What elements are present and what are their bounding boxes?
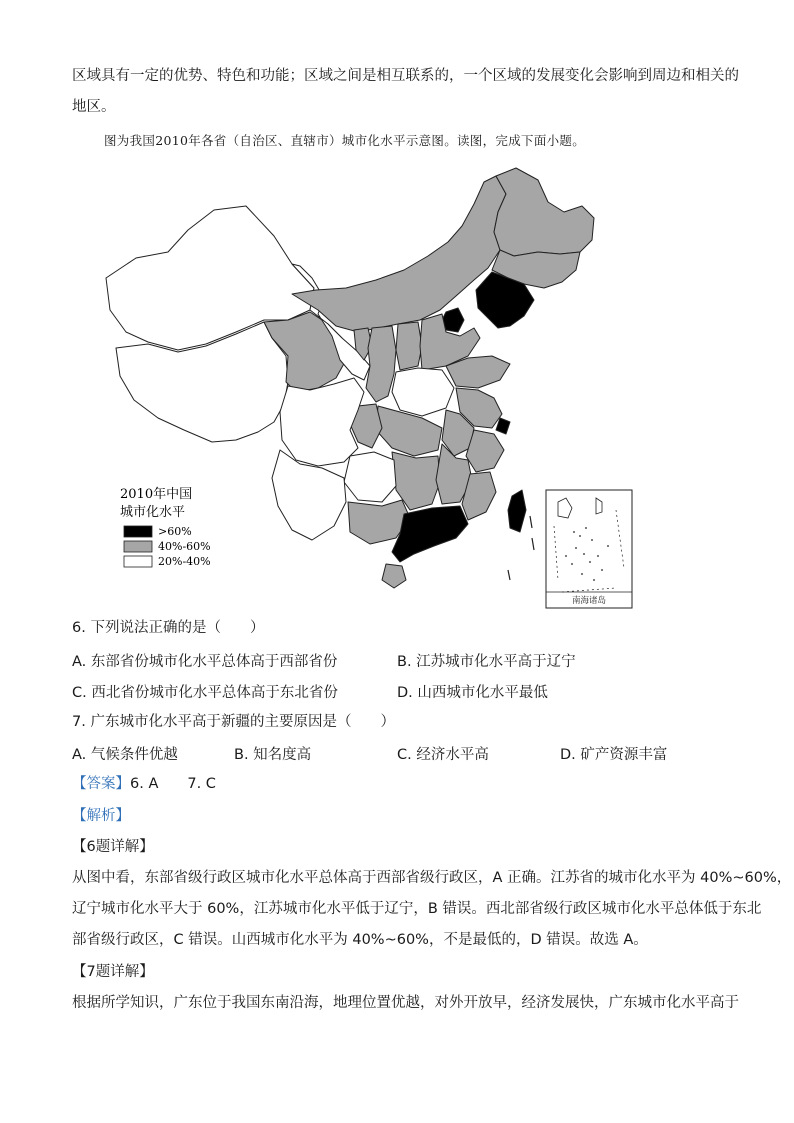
q7-option-d: D. 矿产资源丰富	[560, 747, 668, 763]
detail7-heading: 【7题详解】	[72, 964, 154, 980]
region-zhejiang	[466, 430, 504, 472]
region-hainan	[382, 564, 406, 588]
legend-swatch-high	[124, 526, 152, 537]
figure-caption: 图为我国2010年各省（自治区、直辖市）城市化水平示意图。读图，完成下面小题。	[104, 133, 586, 148]
q6-option-c: C. 西北省份城市化水平总体高于东北省份	[72, 685, 338, 701]
region-sichuan	[280, 378, 364, 466]
legend-label-mid: 40%-60%	[158, 540, 211, 553]
analysis-label: 【解析】	[72, 808, 130, 824]
region-hubei	[376, 406, 442, 456]
legend-swatch-low	[124, 556, 152, 567]
q6-stem: 6. 下列说法正确的是（ ）	[72, 620, 265, 636]
china-urbanization-map	[96, 160, 636, 612]
answer-row	[72, 774, 216, 794]
legend-label-high: >60%	[158, 525, 192, 538]
detail6-line-3: 部省级行政区，C 错误。山西城市化水平为 40%~60%，不是最低的，D 错误。故选 A。	[72, 932, 648, 948]
region-shanxi	[396, 322, 422, 370]
region-taiwan	[508, 490, 526, 532]
legend-title-line-1: 2010年中国	[120, 487, 193, 502]
detail6-line-2: 辽宁城市化水平大于 60%，江苏城市化水平低于辽宁，B 错误。西北部省级行政区城市化水平总体低于东北	[72, 901, 762, 917]
legend-title-line-2: 城市化水平	[120, 505, 186, 520]
legend-swatch-mid	[124, 541, 152, 552]
region-shanghai	[496, 418, 510, 434]
legend-label-low: 20%-40%	[158, 555, 211, 568]
region-guizhou	[344, 452, 396, 502]
answer-text: 6. A 7. C	[130, 776, 216, 792]
intro-line-2: 地区。	[72, 99, 116, 115]
answer-label: 【答案】	[72, 776, 130, 792]
q7-stem: 7. 广东城市化水平高于新疆的主要原因是（ ）	[72, 714, 395, 730]
region-heilongjiang	[494, 168, 594, 256]
q7-option-b: B. 知名度高	[234, 747, 312, 763]
region-shaanxi	[366, 326, 396, 402]
region-inner-mongolia	[292, 176, 506, 332]
region-henan	[392, 368, 454, 416]
q7-option-c: C. 经济水平高	[397, 747, 489, 763]
detail6-line-1: 从图中看，东部省级行政区城市化水平总体高于西部省级行政区，A 正确。江苏省的城市化水平为 40%~60%，	[72, 870, 792, 886]
detail7-line-1: 根据所学知识，广东位于我国东南沿海，地理位置优越，对外开放早，经济发展快，广东城市化水平高于	[72, 995, 739, 1011]
intro-line-1: 区域具有一定的优势、特色和功能；区域之间是相互联系的，一个区域的发展变化会影响到周边和相关的	[72, 68, 739, 84]
q7-option-a: A. 气候条件优越	[72, 747, 178, 763]
detail6-heading: 【6题详解】	[72, 839, 154, 855]
inset-label: 南海诸岛	[571, 596, 607, 606]
south-china-sea-inset	[546, 490, 632, 608]
map-legend	[120, 486, 211, 568]
q6-option-b: B. 江苏城市化水平高于辽宁	[397, 654, 576, 670]
q6-option-d: D. 山西城市化水平最低	[397, 685, 548, 701]
q6-option-a: A. 东部省份城市化水平总体高于西部省份	[72, 654, 338, 670]
